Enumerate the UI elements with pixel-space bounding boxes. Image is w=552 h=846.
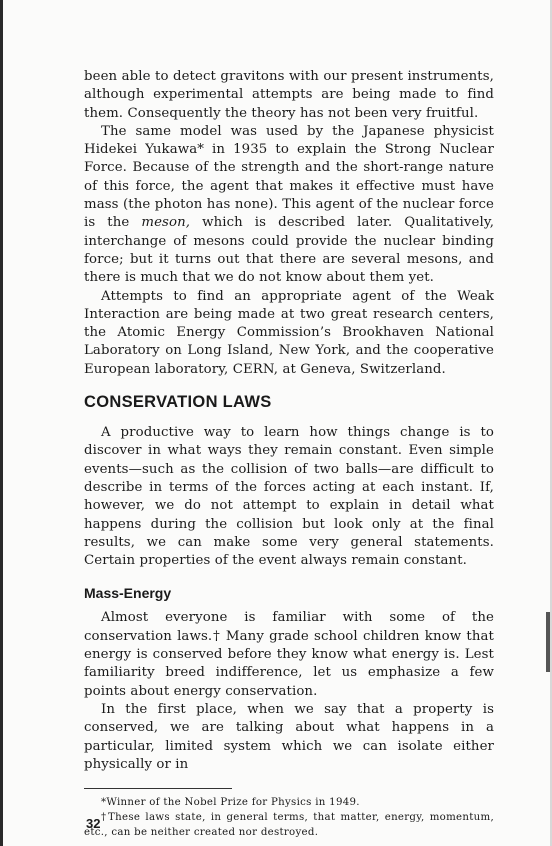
paragraph-yukawa [84,123,494,288]
paragraph-yukawa-continued: which is described later. Qualitatively, interchange of mesons could provide the nuclear binding force; but it turns out that there are several mesons, and there is much that we do not know about them yet. [84,215,495,286]
meson-term: meson, [141,215,191,231]
paragraph-conservation-intro: A productive way to learn how things change is to discover in what ways they remain constant. Even simple events—such as the collision of two balls—are difficult to describe in terms of the forces acting at each instant. If, however, we do not attempt to explain in detail what happens during the collision but look only at the final results, we can make some very general statements. Certain properties of the event always remain constant. [84,425,494,569]
page-body [84,68,494,840]
paragraph-first-place: In the first place, when we say that a property is conserved, we are talking about what happens in a particular, limited system which we can isolate either physically or in [84,701,494,772]
subheading-mass-energy: Mass-Energy [84,585,172,602]
paragraph-yukawa-text: The same model was used by the Japanese physicist Hidekei Yukawa* in 1935 to explain the Strong Nuclear Force. Because of the strength and the short-range nature of this force, the agent that makes it effective must have mass (the photon has none). This agent of the nuclear force is the [84,123,494,231]
footnote-nobel: *Winner of the Nobel Prize for Physics in 1949. [101,797,360,809]
section-heading: CONSERVATION LAWS [84,393,272,412]
paragraph-weak-interaction: Attempts to find an appropriate agent of the Weak Interaction are being made at two great research centers, the Atomic Energy Commission’s Brookhaven National Laboratory on Long Island, New York, and the cooperative European laboratory, CERN, at Geneva, Switzerland. [84,288,494,377]
footnote-divider [84,788,232,789]
footnote-conservation: †These laws state, in general terms, that matter, energy, momentum, etc., can be neither created nor destroyed. [84,812,494,839]
page-edge-mark [546,612,550,672]
paragraph-conservation-laws: Almost everyone is familiar with some of the conservation laws.† Many grade school children know that energy is conserved before they know what energy is. Lest familiarity breed indifference, let us emphasize a few points about energy conservation. [84,610,494,699]
page-number: 32 [86,816,101,831]
page-binding-edge [0,0,3,846]
paragraph-gravitons: been able to detect gravitons with our present instruments, although experimental attempts are being made to find them. Consequently the theory has not been very fruitful. [84,69,494,121]
